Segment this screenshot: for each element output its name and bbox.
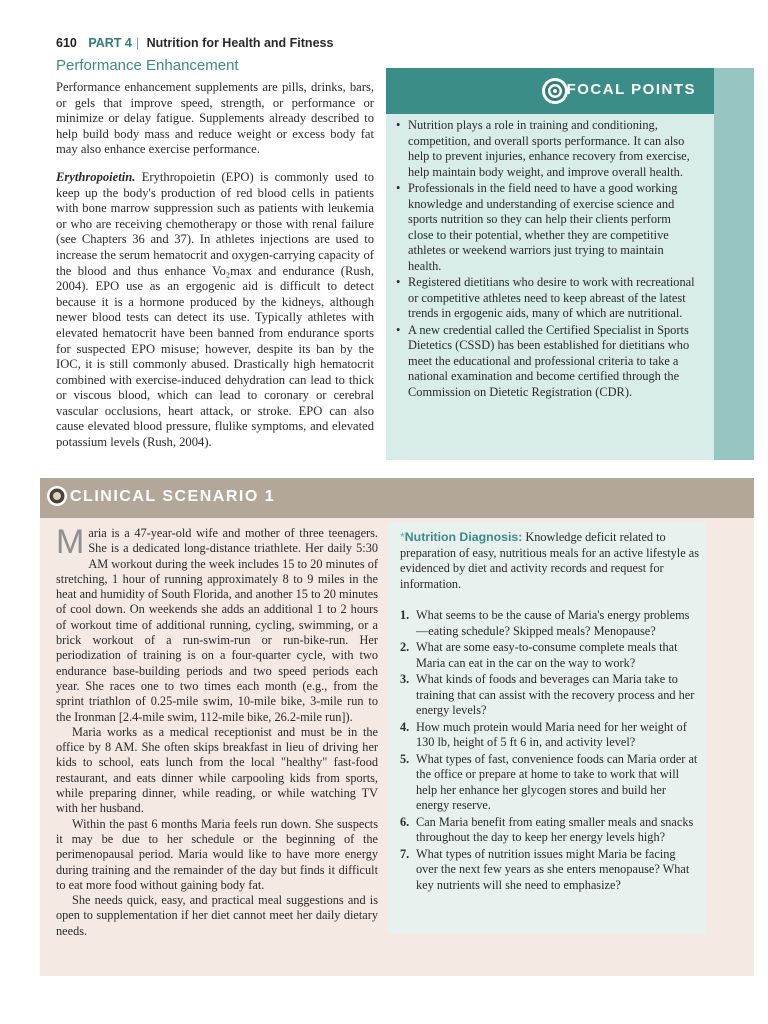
scenario-paragraph: Maria is a 47-year-old wife and mother of three teenagers. She is a dedicated long-distance triathlete. Her daily 5:30 AM workout during the week includes 15 to 20 minutes of stretching, 1 hour of running approximately 8 to 9 miles in the heat and humidity of South Florida, and another 15 to 20 minutes of cool down. On weekends she adds an additional 1 to 2 hours of workout time of additional running, cycling, swimming, or a brick workout of a run-swim-run or run-bike-run. Her periodization of training is on a four-quarter cycle, with two endurance base-building periods and two speed periods each year. She races one to two times each month (e.g., from the sprint triathlon of 0.25-mile swim, 10-mile bike, 3-mile run to the Ironman [2.4-mile swim, 112-mile bike, 26.2-mile run]). [56, 523, 378, 724]
clinical-scenario-icon [46, 485, 68, 507]
question-item: 5. What types of fast, convenience foods can Maria order at the office or prepare at home to take to work that will help her enhance her glycogen stores and build her energy reserve. [400, 751, 698, 812]
scenario-paragraph: She needs quick, easy, and practical meal suggestions and is open to supplementation if her diet cannot meet her daily dietary needs. [56, 893, 378, 938]
nutrition-diagnosis [400, 530, 700, 592]
main-text-column [56, 80, 374, 463]
part-label: PART 4 [88, 36, 132, 50]
intro-paragraph: Performance enhancement supplements are pills, drinks, bars, or gels that improve speed, strength, or performance or minimize or delay fatigue. Supplements already described to help build body mass and reduce weight or excess body fat may also enhance exercise performance. [56, 80, 374, 157]
diagnosis-marker-icon: * [400, 530, 405, 544]
drop-cap: M [56, 523, 85, 561]
question-item: 4. How much protein would Maria need for her weight of 130 lb, height of 5 ft 6 in, and activity level? [400, 719, 687, 749]
question-item: 7. What types of nutrition issues might Maria be facing over the next few years as she enters menopause? What key nutrients will she need to emphasize? [400, 846, 690, 892]
scenario-paragraph: Maria works as a medical receptionist and must be in the office by 8 AM. She often skips breakfast in lieu of driving her kids to school, eats lunch from the local "healthy" fast-food restaurant, and eats dinner while carpooling kids from sports, while preparing dinner, while reading, or while watching TV with her husband. [56, 724, 378, 816]
focal-points-box [386, 68, 714, 460]
focal-points-icon [542, 78, 568, 104]
clinical-scenario-title: CLINICAL SCENARIO 1 [70, 488, 276, 505]
focal-point-item: • Professionals in the field need to have a good working knowledge and understanding of exercise science and sports nutrition so they can help their clients perform close to their potential, whether they are competitive athletes or weekend warriors just trying to maintain health. [394, 181, 699, 274]
epo-text: Erythropoietin (EPO) is commonly used to keep up the body's production of red blood cells in patients with bone marrow suppression such as patients with leukemia or who are receiving chemotherapy or those with renal failure (see Chapters 36 and 37). In athletes injections are used to increase the serum hematocrit and oxygen-carrying capacity of the blood and thus enhance Vo₂max and endurance (Rush, 2004). EPO use as an ergogenic aid is difficult to detect because it is a hormone produced by the kidneys, although newer blood tests can detect its use. Typically athletes with elevated hematocrit have been banned from endurance sports for suspected EPO misuse; however, despite its ban by the IOC, it is still commonly abused. Drastically high hematocrit combined with exercise-induced dehydration can lead to thick or viscous blood, which can lead to coronary or cerebral vascular occlusions, heart attack, or stroke. EPO can also cause elevated blood pressure, flulike symptoms, and elevated potassium levels (Rush, 2004). [56, 169, 374, 450]
diagnosis-text: Knowledge deficit related to preparation of easy, nutritious meals for an active lifestyle as evidenced by diet and activity records and request for information. [400, 530, 700, 591]
scenario-narrative [56, 523, 378, 939]
focal-point-item: • Registered dietitians who desire to work with recreational or competitive athletes need to keep abreast of the latest trends in ergogenic aids, many of which are nutritional. [394, 275, 699, 322]
epo-paragraph [56, 170, 374, 451]
epo-term: Erythropoietin. [56, 169, 136, 184]
focal-points-header [386, 68, 714, 114]
page-number: 610 [56, 36, 77, 50]
header-separator: | [135, 36, 140, 50]
scenario-paragraph: Within the past 6 months Maria feels run down. She suspects it may be due to her schedule or the beginning of the perimenopausal period. Maria would like to have more energy during training and the remainder of the day but finds it difficult to eat more food without gaining body fat. [56, 816, 378, 892]
diagnosis-label: Nutrition Diagnosis: [404, 530, 523, 544]
question-item: 6. Can Maria benefit from eating smaller meals and snacks throughout the day to keep her energy levels high? [400, 814, 694, 844]
focal-points-edge [714, 68, 754, 460]
scenario-questions [400, 608, 700, 894]
section-title: Performance Enhancement [56, 57, 239, 74]
question-item: 2. What are some easy-to-consume complete meals that Maria can eat in the car on the way to work? [400, 640, 678, 670]
part-title: Nutrition for Health and Fitness [146, 36, 334, 50]
focal-points-title: FOCAL POINTS [566, 81, 696, 98]
focal-points-list [394, 118, 699, 401]
focal-point-item: • Nutrition plays a role in training and conditioning, competition, and overall sports performance. It can also help to prevent injuries, enhance recovery from exercise, help maintain body weight, and improve overall health. [394, 118, 699, 180]
focal-point-item: • A new credential called the Certified Specialist in Sports Dietetics (CSSD) has been established for dietitians who meet the educational and professional criteria to take a national examination and become certified through the Commission on Dietetic Registration (CDR). [394, 323, 699, 401]
running-header [56, 36, 333, 50]
question-item: 3. What kinds of foods and beverages can Maria take to training that can assist with the recovery process and her energy levels? [400, 672, 695, 717]
question-item: 1. What seems to be the cause of Maria's energy problems—eating schedule? Skipped meals? Menopause? [400, 608, 690, 638]
